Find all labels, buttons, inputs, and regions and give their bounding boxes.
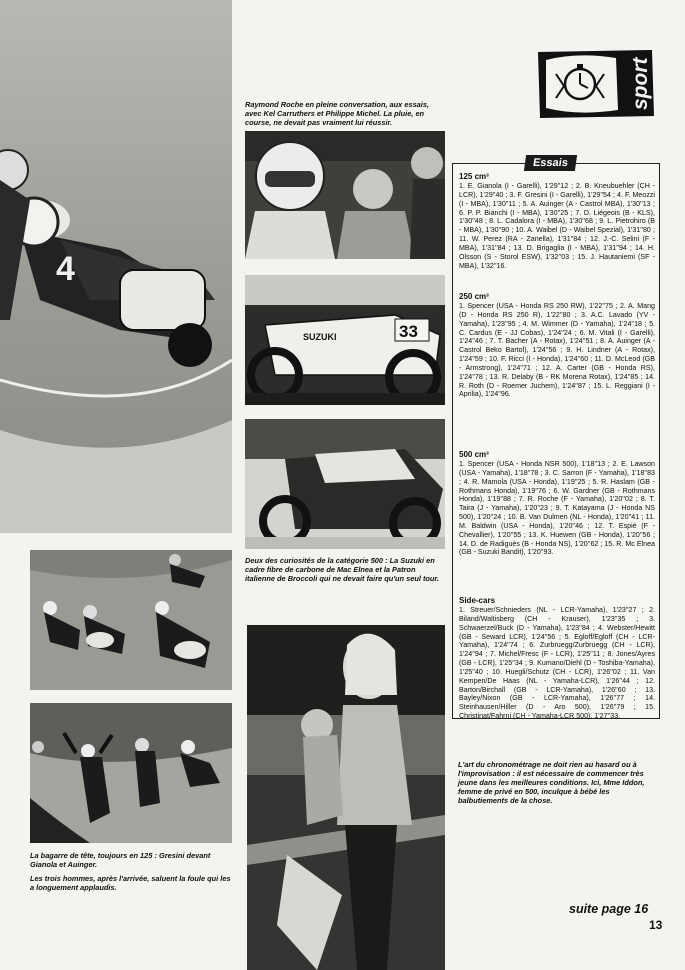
page-number: 13 xyxy=(649,918,663,932)
results-title: Essais xyxy=(524,155,577,171)
caption-roche-text: Raymond Roche en pleine conversation, aux essais, avec Kel Carruthers et Philippe Michel. La pluie, en course, ne devait pas vraiment lui réussir. xyxy=(245,100,430,127)
sport-logo xyxy=(534,46,658,120)
category-title: Side-cars xyxy=(459,596,496,605)
photo-patron-broccoli xyxy=(245,419,445,549)
caption-roche xyxy=(245,100,445,132)
category-title: 125 cm³ xyxy=(459,172,489,181)
caption-curiosites-text: Deux des curiosités de la catégorie 500 : La Suzuki en cadre fibre de carbone de Mac Elnea et la Patron italienne de Broccoli qui ne devait faire qu'un seul tour. xyxy=(245,556,439,583)
results-box xyxy=(452,157,660,721)
caption-bagarre-text: La bagarre de tête, toujours en 125 : Gresini devant Gianola et Auinger. xyxy=(30,851,211,869)
category-250 xyxy=(459,292,655,399)
category-title: 250 cm³ xyxy=(459,292,489,301)
category-results: 1. Spencer (USA - Honda RS 250 RW), 1'22''75 ; 2. A. Mang (D - Honda RS 250 R), 1'22''80 ; 3. A.C. Lavado (YV - Yamaha), 1'23''95 ; 4. M. Wimmer (D - Yamaha), 1'24''18 ; 5. C. Cardus (E - JJ Cobas), 1'24''24 ; 6. M. Vitali (I - Garelli), 1'24''46 ; 7. T. Bacher (A - Rotax), 1'24''51 ; 8. A. Auinger (A - Castrol Beko Bartol), 1'24''56 ; 9. H. Lindner (A - Rotax), 1'24''59 ; 10. F. Ricci (I - Honda), 1'24''60 ; 11. D. McLeod (GB - Armstrong), 1'24''71 ; 12. A. Carter (GB - Honda RS), 1'24''78 ; 13. R. Delaby (B - RK Morena Rotax), 1'24''85 ; 14. R. Roth (D - Roemer Juchem), 1'24''87 ; 15. L. Reggiani (I - Aprilia), 1'24''96. xyxy=(459,302,655,399)
caption-bagarre xyxy=(30,851,232,897)
category-500 xyxy=(459,450,655,557)
category-125 xyxy=(459,172,655,270)
photo-race-salute xyxy=(30,703,232,843)
category-results: 1. Streuer/Schnieders (NL - LCR-Yamaha), 1'23''27 ; 2. Biland/Waltisberg (CH - Krauser), 1'23''35 ; 3. Schwaerzel/Buck (D - Yamaha), 1'23''84 ; 4. Webster/Hewitt (GB - Seward LCR), 1'24''56 ; 5. Egloff/Egloff (CH - LCR-Yamaha), 1'24''74 ; 6. Zurbruegg/Zurbruegg (CH - LCR), 1'24''94 ; 7. Michel/Fresc (F - LCR), 1'25''11 ; 8. Jones/Ayres (GB - LCR), 1'25''34 ; 9. Kumano/Diehl (D - Toshiba-Yamaha), 1'25''40 ; 10. Huegli/Schutz (CH - LCR), 1'26''02 ; 11. Van Kempen/De Haas (NL - Yamaha-LCR), 1'26''44 ; 12. Barton/Birchall (GB - LCR-Yamaha), 1'26''60 ; 13. Bayley/Nixon (GB - LCR-Yamaha), 1'26''77 ; 14. Steinhausen/Hiller (D - Aro 500), 1'26''79 ; 15. Christinat/Fahrni (CH - Yamaha-LCR 500), 1'27''33. xyxy=(459,606,655,721)
photo-suzuki-carbon xyxy=(245,275,445,405)
category-title: 500 cm³ xyxy=(459,450,489,459)
photo-roche-conversation xyxy=(245,131,445,259)
caption-chrono-text: L'art du chronométrage ne doit rien au hasard ou à l'improvisation : il est nécessaire de commencer très jeune dans les meilleures conditions. Ici, Mme Iddon, femme de privé en 500, inculque à bébé les balbutiements de la chose. xyxy=(458,760,645,805)
caption-trois-hommes-text: Les trois hommes, après l'arrivée, saluent la foule qui les a longuement applaudis. xyxy=(30,874,231,892)
category-results: 1. E. Gianola (I - Garelli), 1'29''12 ; 2. B. Kneubuehler (CH - LCR), 1'29''40 ; 3. F. Gresini (I - Garelli), 1'29''54 ; 4. F. Meozzi (I - MBA), 1'30''11 ; 5. A. Auinger (A - Castrol MBA), 1'30''13 ; 6. P. P. Bianchi (I - MBA), 1'30''25 ; 7. D. Liégeois (B - KLS), 1'30''48 ; 8. L. Cadalora (I - MBA), 1'30''68 ; 9. L. Pietrohiro (B - MBA), 1'30''90 ; 10. A. Waibel (D - Waibel Spezial), 1'31''80 ; 11. W. Perez (RA - Zanella), 1'31''84 ; 12. J.-C. Selini (F - MBA), 1'31''84 ; 13. D. Brigaglia (I - MBA), 1'31''94 ; 14. H. Olsson (S - Storol ESW), 1'32''03 ; 15. J. Hautaniemi (SF - MBA), 1'32''16. xyxy=(459,182,655,270)
suzuki-brand-label: SUZUKI xyxy=(303,332,337,342)
continued-page-link[interactable]: suite page 16 xyxy=(569,902,649,916)
suzuki-number-label: 33 xyxy=(399,322,418,341)
caption-chrono xyxy=(458,760,658,810)
photo-chronometrage xyxy=(247,625,445,970)
bike-number-label: 4 xyxy=(56,250,75,288)
category-side-cars xyxy=(459,596,655,721)
category-results: 1. Spencer (USA - Honda NSR 500), 1'18''13 ; 2. E. Lawson (USA - Yamaha), 1'18''78 ; 3. C. Sarron (F - Yamaha), 1'18''83 ; 4. R. Mamola (USA - Honda), 1'19''25 ; 5. R. Haslam (GB - Rothmans Honda), 1'19''76 ; 6. W. Gardner (GB - Rothmans Honda), 1'19''88 ; 7. R. Roche (F - Yamaha), 1'20''02 ; 8. T. Taira (J - Yamaha), 1'20''23 ; 9. T. Katayama (J - Honda NS 500), 1'20''24 ; 10. B. Van Dulmen (NL - Honda), 1'20''41 ; 11. M. Baldwin (USA - Honda), 1'20''46 ; 12. T. Espié (F - Chevallier), 1'20''55 ; 13. K. Huewen (GB - Honda), 1'20''56 ; 14. D. de Radiguès (B - Honda NS), 1'20''62 ; 15. R. Mc Elnea (GB - Suzuki Bandit), 1'20''93. xyxy=(459,460,655,557)
photo-race-leaders xyxy=(30,550,232,690)
photo-rider-leaning xyxy=(0,0,232,533)
logo-text: sport xyxy=(629,57,652,110)
caption-curiosites xyxy=(245,556,445,588)
